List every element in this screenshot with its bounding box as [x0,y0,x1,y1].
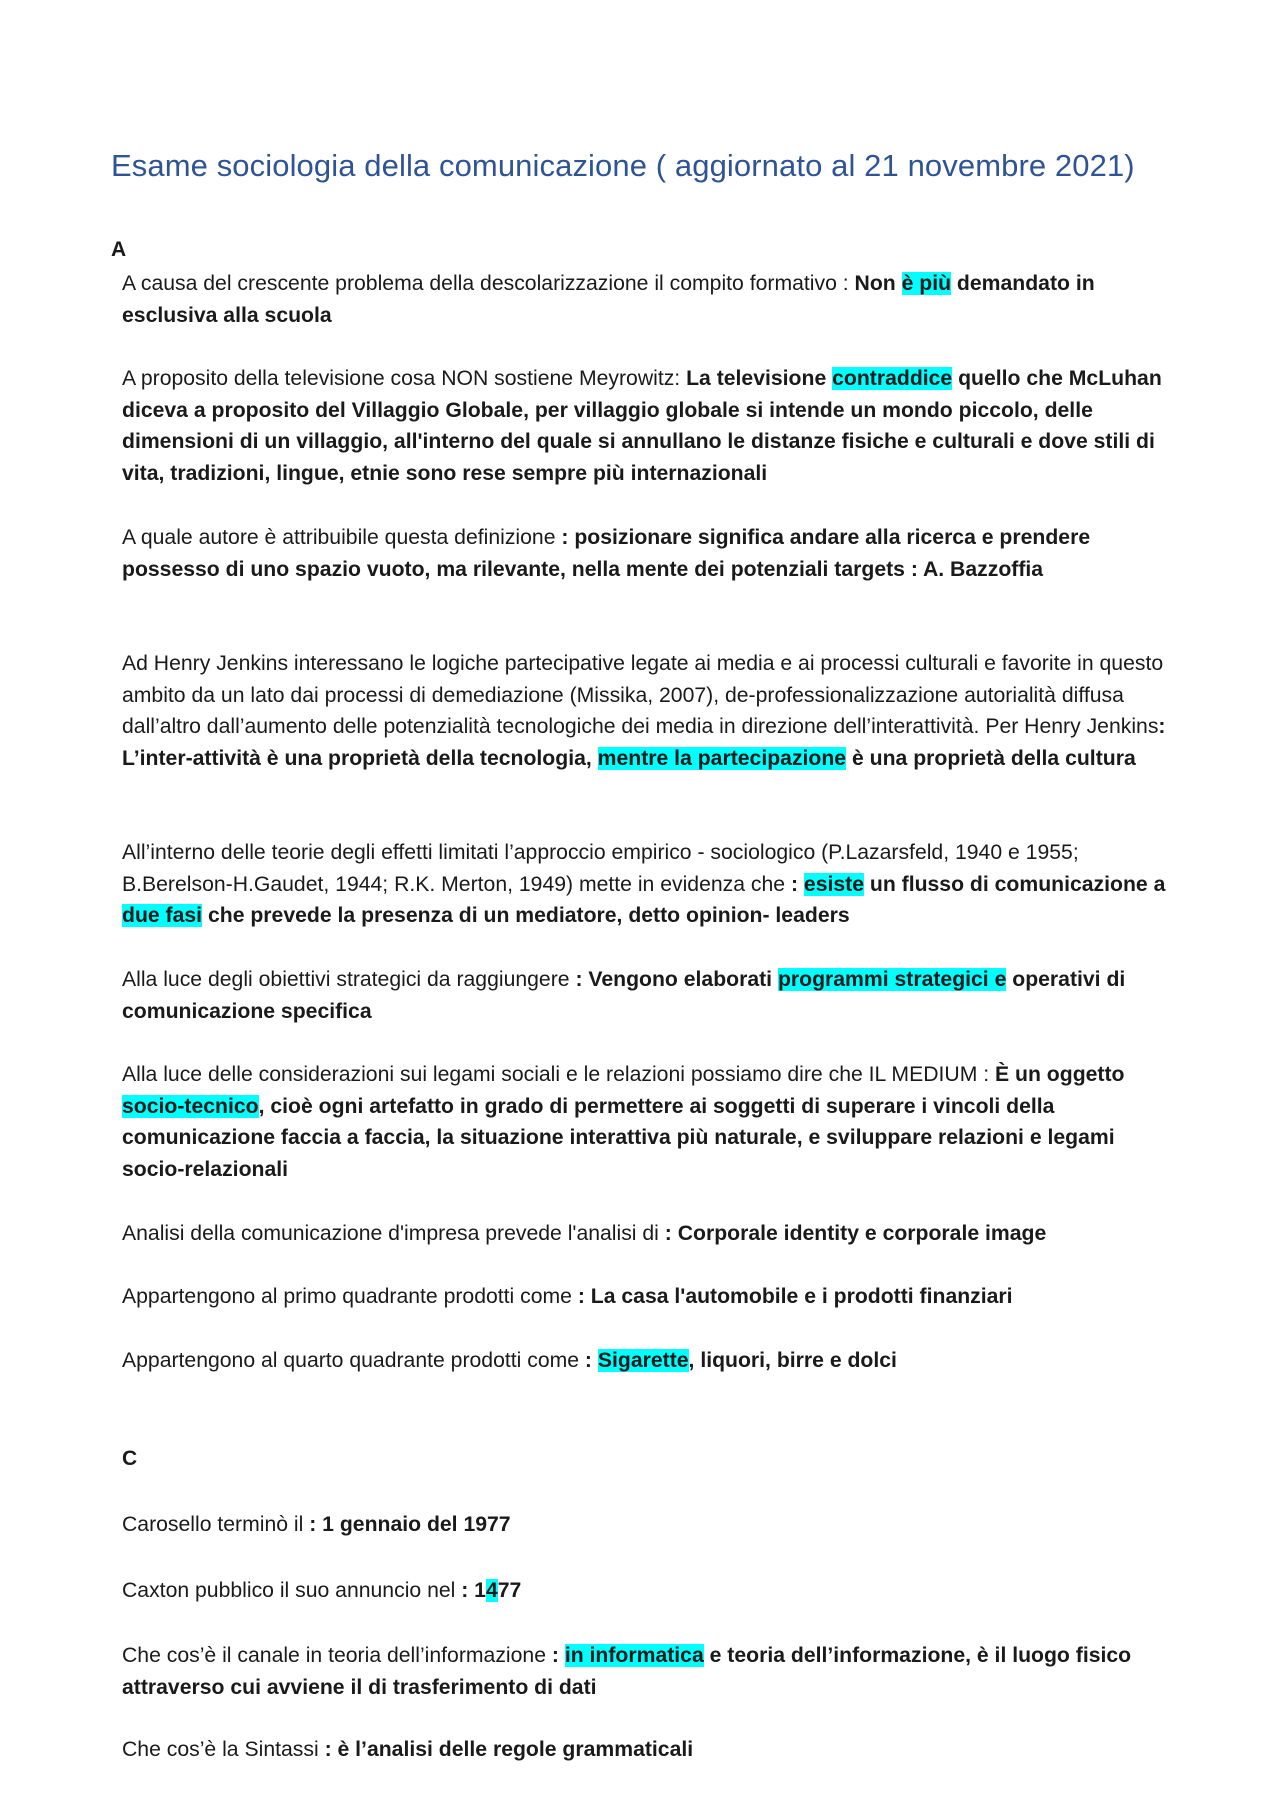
question-item [122,1575,1172,1607]
question-item [122,1059,1172,1185]
section-heading-a: A [111,238,127,261]
highlighted-answer: Sigarette [597,1349,689,1372]
answer-text: : 1 [461,1579,486,1602]
highlighted-answer: 4 [485,1579,498,1602]
answer-text: operativi di comunicazione specifica [122,968,1126,1023]
section-heading-c: C [122,1447,138,1470]
answer-text: 77 [497,1579,522,1602]
answer-text: un flusso di comunicazione a [863,872,1166,896]
question-text: Appartengono al quarto quadrante prodotti come [122,1349,585,1372]
answer-text: e teoria dell’informazione, è il luogo fisico attraverso cui avviene il di trasferimento di dati [122,1644,1132,1699]
question-text: A causa del crescente problema della descolarizzazione il compito formativo : [122,272,855,295]
answer-text: : posizionare significa andare alla ricerca e prendere possesso di uno spazio vuoto, ma rilevante, nella mente dei potenziali targets : A. Bazzoffia [122,526,1091,581]
answer-text: quello che McLuhan diceva a proposito del Villaggio Globale, per villaggio globale si intende un mondo piccolo, delle dimensioni di un villaggio, all'interno del quale si annullano le distanze fisiche e culturali e dove stili di vita, tradizioni, lingue, etnie sono rese sempre più internazionali [122,367,1162,485]
question-text: Analisi della comunicazione d'impresa prevede l'analisi di [122,1222,665,1245]
answer-text: Non [854,272,902,295]
question-text: Appartengono al primo quadrante prodotti come [122,1285,578,1308]
question-item [122,1509,1172,1541]
question-text: Alla luce degli obiettivi strategici da raggiungere [122,968,576,991]
question-text: A proposito della televisione cosa NON sostiene Meyrowitz: [122,367,687,390]
answer-text: : La casa l'automobile e i prodotti finanziari [577,1285,1013,1308]
question-item [122,1734,1172,1766]
question-text: A quale autore è attribuibile questa definizione [122,526,562,549]
question-item [122,1345,1172,1377]
answer-text: : è l’analisi delle regole grammaticali [324,1738,694,1761]
answer-text: : L’inter-attività è una proprietà della tecnologia, [122,715,1166,770]
highlighted-answer: socio-tecnico [122,1094,259,1118]
answer-text: : Vengono elaborati [575,968,778,991]
answer-text: , cioè ogni artefatto in grado di permettere ai soggetti di superare i vincoli della comunicazione faccia a faccia, la situazione interattiva più naturale, e sviluppare relazioni e legami socio-relazionali [122,1094,1115,1181]
question-text: Che cos’è il canale in teoria dell’informazione [122,1644,552,1667]
highlighted-answer: in informatica [564,1644,704,1667]
question-item [122,1218,1172,1250]
answer-text: demandato in esclusiva alla scuola [122,272,1095,327]
highlighted-answer: esiste [803,872,864,896]
question-text: Caxton pubblico il suo annuncio nel [122,1579,462,1602]
question-item [122,522,1172,585]
highlighted-answer: mentre la partecipazione [597,746,847,770]
question-item [122,837,1172,932]
question-item [122,1640,1172,1703]
answer-text: : Corporale identity e corporale image [664,1222,1047,1245]
question-text: Ad Henry Jenkins interessano le logiche partecipative legate ai media e ai processi culturali e favorite in questo ambito da un lato dai processi di demediazione (Missika, 2007), de-professionalizzazione autorialità diffusa dall’altro dall’aumento delle potenzialità tecnologiche dei media in direzione dell’interattività. Per Henry Jenkins [122,652,1164,739]
question-item [122,268,1172,331]
question-item [122,648,1172,774]
answer-text: che prevede la presenza di un mediatore, detto opinion- leaders [202,904,850,928]
answer-text: È un oggetto [995,1063,1125,1086]
answer-text: La televisione [686,367,833,390]
answer-text: : [790,872,804,896]
question-item [122,1281,1172,1313]
answer-text: , liquori, birre e dolci [688,1349,897,1372]
question-text: Alla luce delle considerazioni sui legami sociali e le relazioni possiamo dire che IL MEDIUM : [122,1063,996,1086]
answer-text: : 1 gennaio del 1977 [309,1513,511,1536]
question-text: All’interno delle teorie degli effetti limitati l’approccio empirico - sociologico (P.Lazarsfeld, 1940 e 1955; B.Berelson-H.Gaudet, 1944; R.K. Merton, 1949) mette in evidenza che [122,841,1079,896]
highlighted-answer: contraddice [832,367,953,390]
highlighted-answer: due fasi [122,904,203,928]
question-text: Carosello terminò il [122,1513,310,1536]
highlighted-answer: è più [901,272,952,295]
answer-text: è una proprietà della cultura [846,746,1136,770]
answer-text: : [584,1349,598,1372]
question-text: Che cos’è la Sintassi [122,1738,325,1761]
answer-text: : [551,1644,565,1667]
question-item [122,964,1172,1027]
question-item [122,363,1172,489]
highlighted-answer: programmi strategici e [777,968,1007,991]
document-title: Esame sociologia della comunicazione ( aggiornato al 21 novembre 2021) [111,148,1135,183]
